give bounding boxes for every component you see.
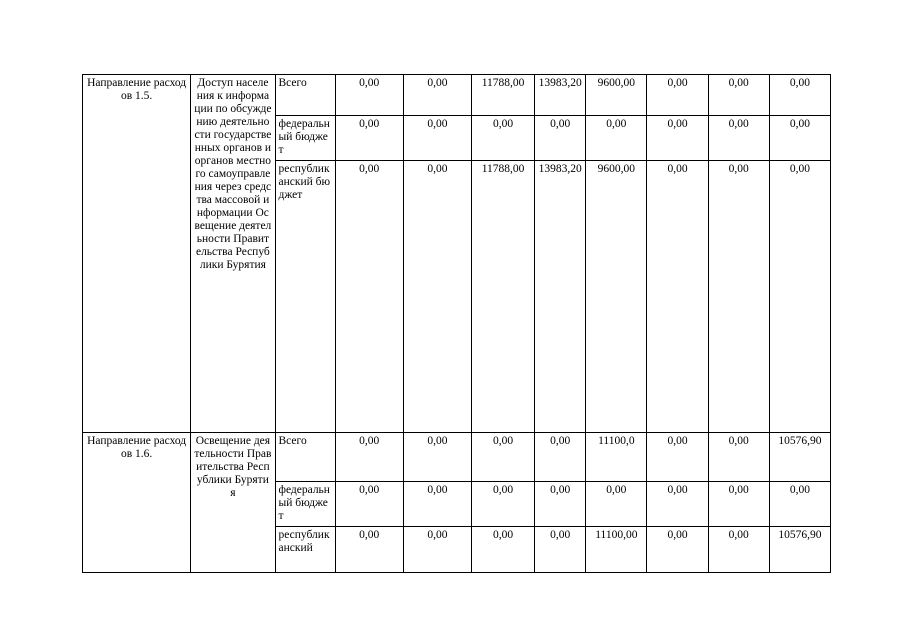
direction-cell: Направление расходов 1.6. (83, 433, 191, 573)
value-cell: 10576,90 (769, 433, 830, 482)
source-cell: республиканский (275, 527, 335, 573)
value-cell: 0,00 (708, 116, 769, 161)
value-cell: 0,00 (708, 482, 769, 527)
value-cell: 0,00 (472, 433, 535, 482)
budget-table (82, 74, 831, 573)
value-cell: 0,00 (647, 161, 708, 433)
value-cell: 11100,00 (586, 527, 647, 573)
value-cell: 0,00 (647, 75, 708, 116)
value-cell: 0,00 (335, 116, 403, 161)
value-cell: 0,00 (647, 482, 708, 527)
value-cell: 0,00 (535, 433, 586, 482)
value-cell: 0,00 (769, 75, 830, 116)
source-cell: Всего (275, 75, 335, 116)
value-cell: 0,00 (403, 116, 471, 161)
value-cell: 0,00 (647, 116, 708, 161)
value-cell: 0,00 (472, 527, 535, 573)
value-cell: 0,00 (335, 75, 403, 116)
value-cell: 0,00 (586, 116, 647, 161)
value-cell: 11100,0 (586, 433, 647, 482)
value-cell: 0,00 (472, 116, 535, 161)
table-row (83, 75, 831, 116)
value-cell: 0,00 (403, 433, 471, 482)
table-row (83, 433, 831, 482)
value-cell: 0,00 (403, 75, 471, 116)
value-cell: 10576,90 (769, 527, 830, 573)
value-cell: 0,00 (647, 433, 708, 482)
value-cell: 0,00 (647, 527, 708, 573)
value-cell: 0,00 (472, 482, 535, 527)
value-cell: 0,00 (769, 161, 830, 433)
value-cell: 0,00 (335, 482, 403, 527)
value-cell: 0,00 (535, 527, 586, 573)
direction-cell: Направление расходов 1.5. (83, 75, 191, 433)
value-cell: 9600,00 (586, 75, 647, 116)
value-cell: 0,00 (586, 482, 647, 527)
value-cell: 11788,00 (472, 75, 535, 116)
value-cell: 0,00 (708, 75, 769, 116)
value-cell: 0,00 (708, 161, 769, 433)
source-cell: федеральный бюджет (275, 482, 335, 527)
description-cell: Доступ населения к информации по обсуждению деятельности государственных органов и органов местного самоуправления через средства массовой информации Освещение деятельности Правительства Республики Бурятия (191, 75, 275, 433)
value-cell: 0,00 (335, 161, 403, 433)
source-cell: республиканский бюджет (275, 161, 335, 433)
value-cell: 0,00 (708, 433, 769, 482)
source-cell: федеральный бюджет (275, 116, 335, 161)
value-cell: 0,00 (335, 433, 403, 482)
value-cell: 13983,20 (535, 75, 586, 116)
value-cell: 0,00 (535, 116, 586, 161)
value-cell: 0,00 (403, 527, 471, 573)
value-cell: 0,00 (535, 482, 586, 527)
value-cell: 0,00 (769, 116, 830, 161)
value-cell: 9600,00 (586, 161, 647, 433)
value-cell: 0,00 (708, 527, 769, 573)
value-cell: 0,00 (403, 161, 471, 433)
value-cell: 13983,20 (535, 161, 586, 433)
source-cell: Всего (275, 433, 335, 482)
value-cell: 0,00 (769, 482, 830, 527)
description-cell: Освещение деятельности Правительства Республики Бурятия (191, 433, 275, 573)
value-cell: 11788,00 (472, 161, 535, 433)
value-cell: 0,00 (403, 482, 471, 527)
value-cell: 0,00 (335, 527, 403, 573)
